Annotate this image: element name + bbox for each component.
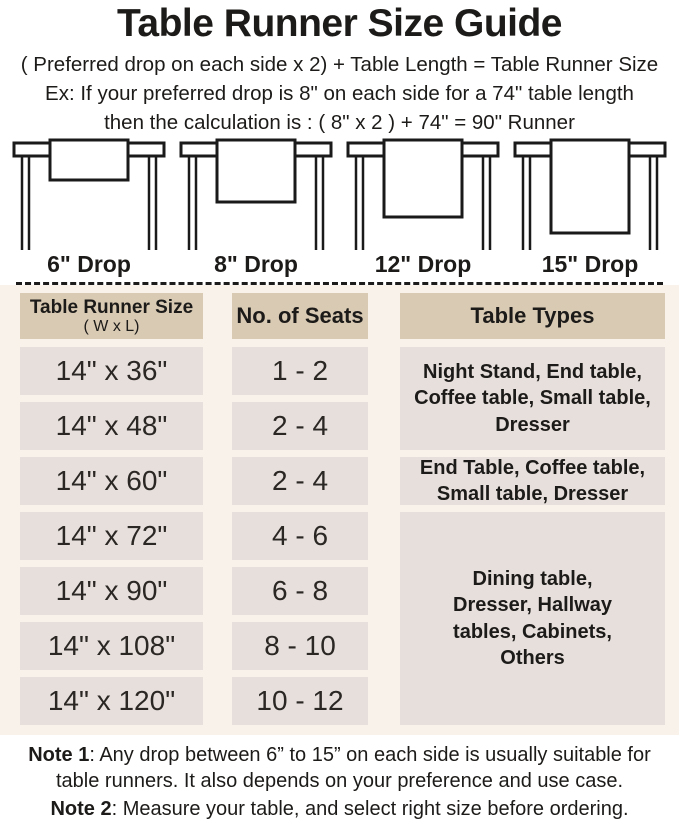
column-runner-size [20,293,203,725]
header-seats: No. of Seats [232,293,368,339]
runner-size-cell: 14" x 108" [20,622,203,670]
note-1 [6,742,673,794]
drop-label-6in: 6" Drop [47,251,131,277]
column-seats [232,293,368,725]
table-with-runner-12in-drawing [340,138,506,251]
guide-header [0,0,679,135]
notes-section [0,735,679,822]
drop-illustrations [0,135,679,278]
note-1-label: Note 1 [28,744,90,766]
runner-size-cell: 14" x 120" [20,677,203,725]
runner-size-cell: 14" x 60" [20,457,203,505]
size-guide-table [0,285,679,735]
seats-cell: 1 - 2 [232,347,368,395]
header-runner-size [20,293,203,339]
table-with-runner-15in-drawing [507,138,673,251]
page-title: Table Runner Size Guide [116,2,563,45]
seats-cell: 6 - 8 [232,567,368,615]
seats-cell: 2 - 4 [232,457,368,505]
note-2-text: : Measure your table, and select right size before ordering. [111,798,629,820]
seats-cell: 8 - 10 [232,622,368,670]
column-table-types [400,293,665,725]
table-types-group-small: Night Stand, End table, Coffee table, Small table, Dresser [400,347,665,450]
drop-illustration-12in [340,138,506,278]
example-line-2: then the calculation is : ( 8" x 2 ) + 74" = 90" Runner [104,111,575,134]
drop-illustration-15in [507,138,673,278]
note-2-label: Note 2 [50,798,112,820]
table-types-group-medium: End Table, Coffee table, Small table, Dresser [400,457,665,505]
runner-size-cell: 14" x 90" [20,567,203,615]
table-with-runner-8in-drawing [173,138,339,251]
runner-size-cell: 14" x 48" [20,402,203,450]
drop-label-12in: 12" Drop [374,251,472,277]
seats-cell: 4 - 6 [232,512,368,560]
header-runner-size-title: Table Runner Size [29,296,194,318]
formula-text: ( Preferred drop on each side x 2) + Table Length = Table Runner Size [20,53,659,76]
drop-label-8in: 8" Drop [214,251,298,277]
table-types-group-large: Dining table, Dresser, Hallway tables, Cabinets, Others [400,512,665,725]
header-runner-size-subtitle: ( W x L) [83,317,140,335]
header-table-types: Table Types [400,293,665,339]
drop-label-15in: 15" Drop [541,251,639,277]
note-1-text: : Any drop between 6” to 15” on each side is usually suitable for table runners. It also depends on your preference and use case. [55,744,651,792]
runner-size-cell: 14" x 72" [20,512,203,560]
note-2 [6,796,673,822]
example-line-1: Ex: If your preferred drop is 8" on each side for a 74" table length [45,82,634,105]
seats-cell: 2 - 4 [232,402,368,450]
table-with-runner-6in-drawing [6,138,172,251]
seats-cell: 10 - 12 [232,677,368,725]
runner-size-cell: 14" x 36" [20,347,203,395]
drop-illustration-8in [173,138,339,278]
drop-illustration-6in [6,138,172,278]
